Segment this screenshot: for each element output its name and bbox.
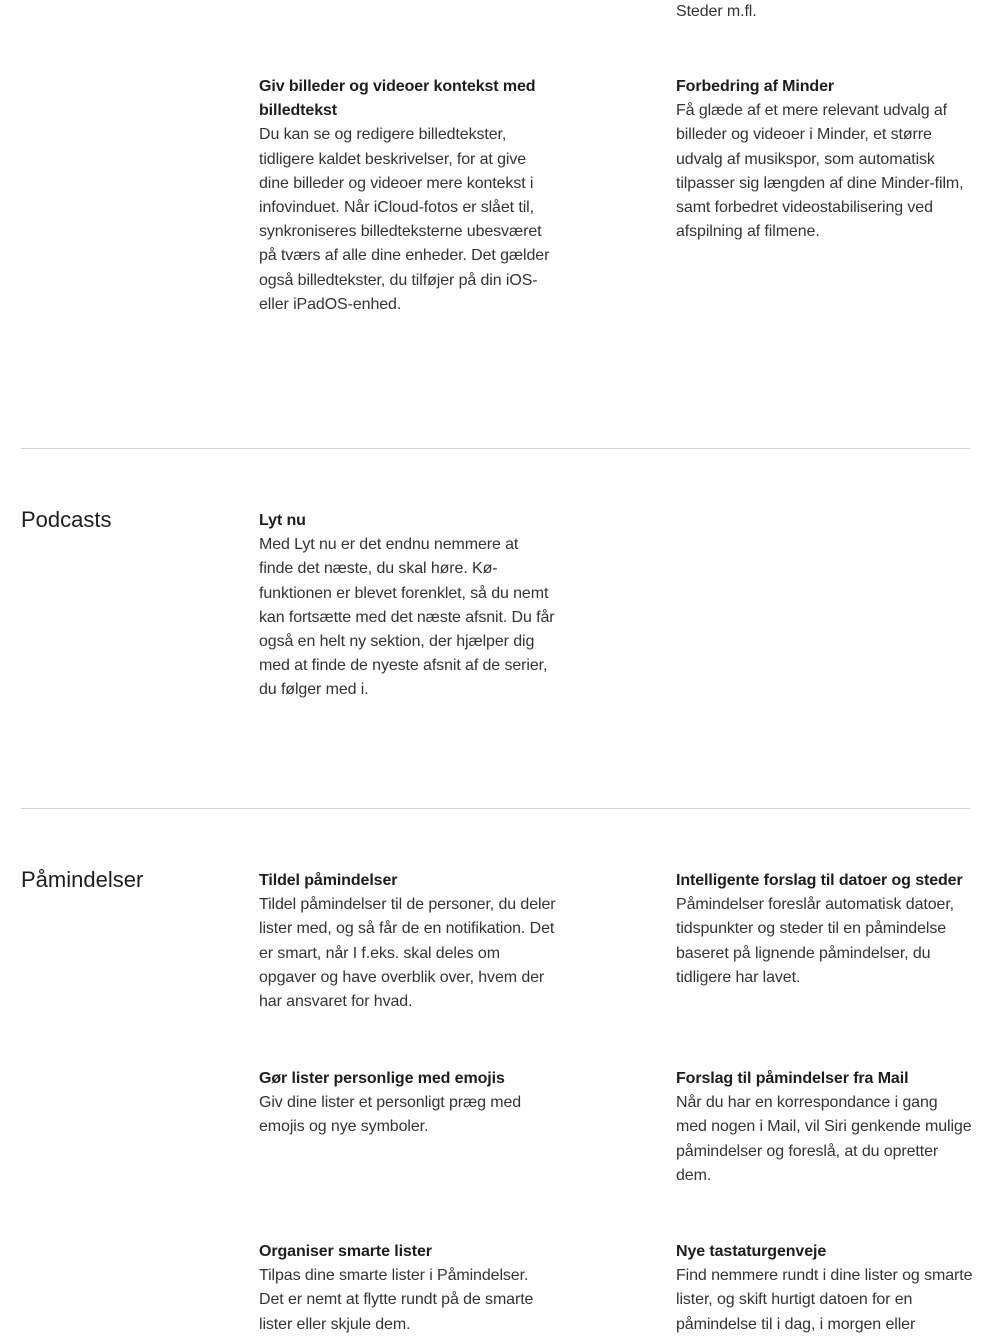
continued-text-fragment xyxy=(676,0,976,24)
feature-memories xyxy=(676,75,972,244)
fragment-text: Steder m.fl. xyxy=(676,3,757,20)
feature-body: Tilpas dine smarte lister i Påmindelser. Det er nemt at flytte rundt på de smarte lister eller skjule dem. xyxy=(259,1267,534,1333)
feature-title: Forbedring af Minder xyxy=(676,78,835,95)
feature-title: Intelligente forslag til datoer og steder xyxy=(676,872,963,889)
feature-title: Organiser smarte lister xyxy=(259,1243,432,1260)
feature-body: Find nemmere rundt i dine lister og smarte lister, og skift hurtigt datoen for en påmindelse til i dag, i morgen eller xyxy=(676,1267,973,1333)
feature-body: Påmindelser foreslår automatisk datoer, tidspunkter og steder til en påmindelse baseret på lignende påmindelser, du tidligere har lavet. xyxy=(676,896,955,986)
feature-body: Når du har en korrespondance i gang med nogen i Mail, vil Siri genkende mulige påmindelser og foreslå, at du opretter dem. xyxy=(676,1094,972,1184)
feature-body: Med Lyt nu er det endnu nemmere at finde det næste, du skal høre. Kø-funktionen er blevet forenklet, så du nemt kan fortsætte med det næste afsnit. Du får også en helt ny sektion, der hjælper dig med at finde de nyeste afsnit af de serier, du følger med i. xyxy=(259,536,555,699)
feature-body: Du kan se og redigere billedtekster, tidligere kaldet beskrivelser, for at give dine billeder og videoer mere kontekst i infovinduet. Når iCloud-fotos er slået til, synkroniseres billedteksterne ubesværet på tværs af alle dine enheder. Det gælder også billedtekster, du tilføjer på din iOS- eller iPadOS-enhed. xyxy=(259,126,550,313)
section-divider xyxy=(21,448,970,449)
feature-body: Tildel påmindelser til de personer, du deler lister med, og så får de en notifikation. Det er smart, når I f.eks. skal deles om opgaver og have overblik over, hvem der har ansvaret for hvad. xyxy=(259,896,556,1011)
feature-title: Lyt nu xyxy=(259,512,306,529)
feature-keyboard-shortcuts xyxy=(676,1240,976,1337)
feature-title: Tildel påmindelser xyxy=(259,872,398,889)
feature-title: Nye tastaturgenveje xyxy=(676,1243,827,1260)
feature-assign-reminders xyxy=(259,869,557,1014)
feature-title: Gør lister personlige med emojis xyxy=(259,1070,505,1087)
feature-title: Giv billeder og videoer kontekst med billedtekst xyxy=(259,78,536,120)
feature-listen-now xyxy=(259,509,555,703)
feature-emoji-lists xyxy=(259,1067,557,1140)
feature-title: Forslag til påmindelser fra Mail xyxy=(676,1070,909,1087)
feature-mail-suggestions xyxy=(676,1067,972,1188)
feature-smart-suggestions xyxy=(676,869,976,990)
section-heading-podcasts: Podcasts xyxy=(21,507,112,532)
feature-body: Giv dine lister et personligt præg med emojis og nye symboler. xyxy=(259,1094,522,1136)
feature-body: Få glæde af et mere relevant udvalg af billeder og videoer i Minder, et større udvalg af musikspor, som automatisk tilpasser sig længden af dine Minder-film, samt forbedret videostabilisering ved afspilning af filmene. xyxy=(676,102,964,241)
feature-captions xyxy=(259,75,555,317)
section-divider xyxy=(21,808,970,809)
section-heading-reminders: Påmindelser xyxy=(21,867,144,892)
feature-smart-lists xyxy=(259,1240,555,1337)
